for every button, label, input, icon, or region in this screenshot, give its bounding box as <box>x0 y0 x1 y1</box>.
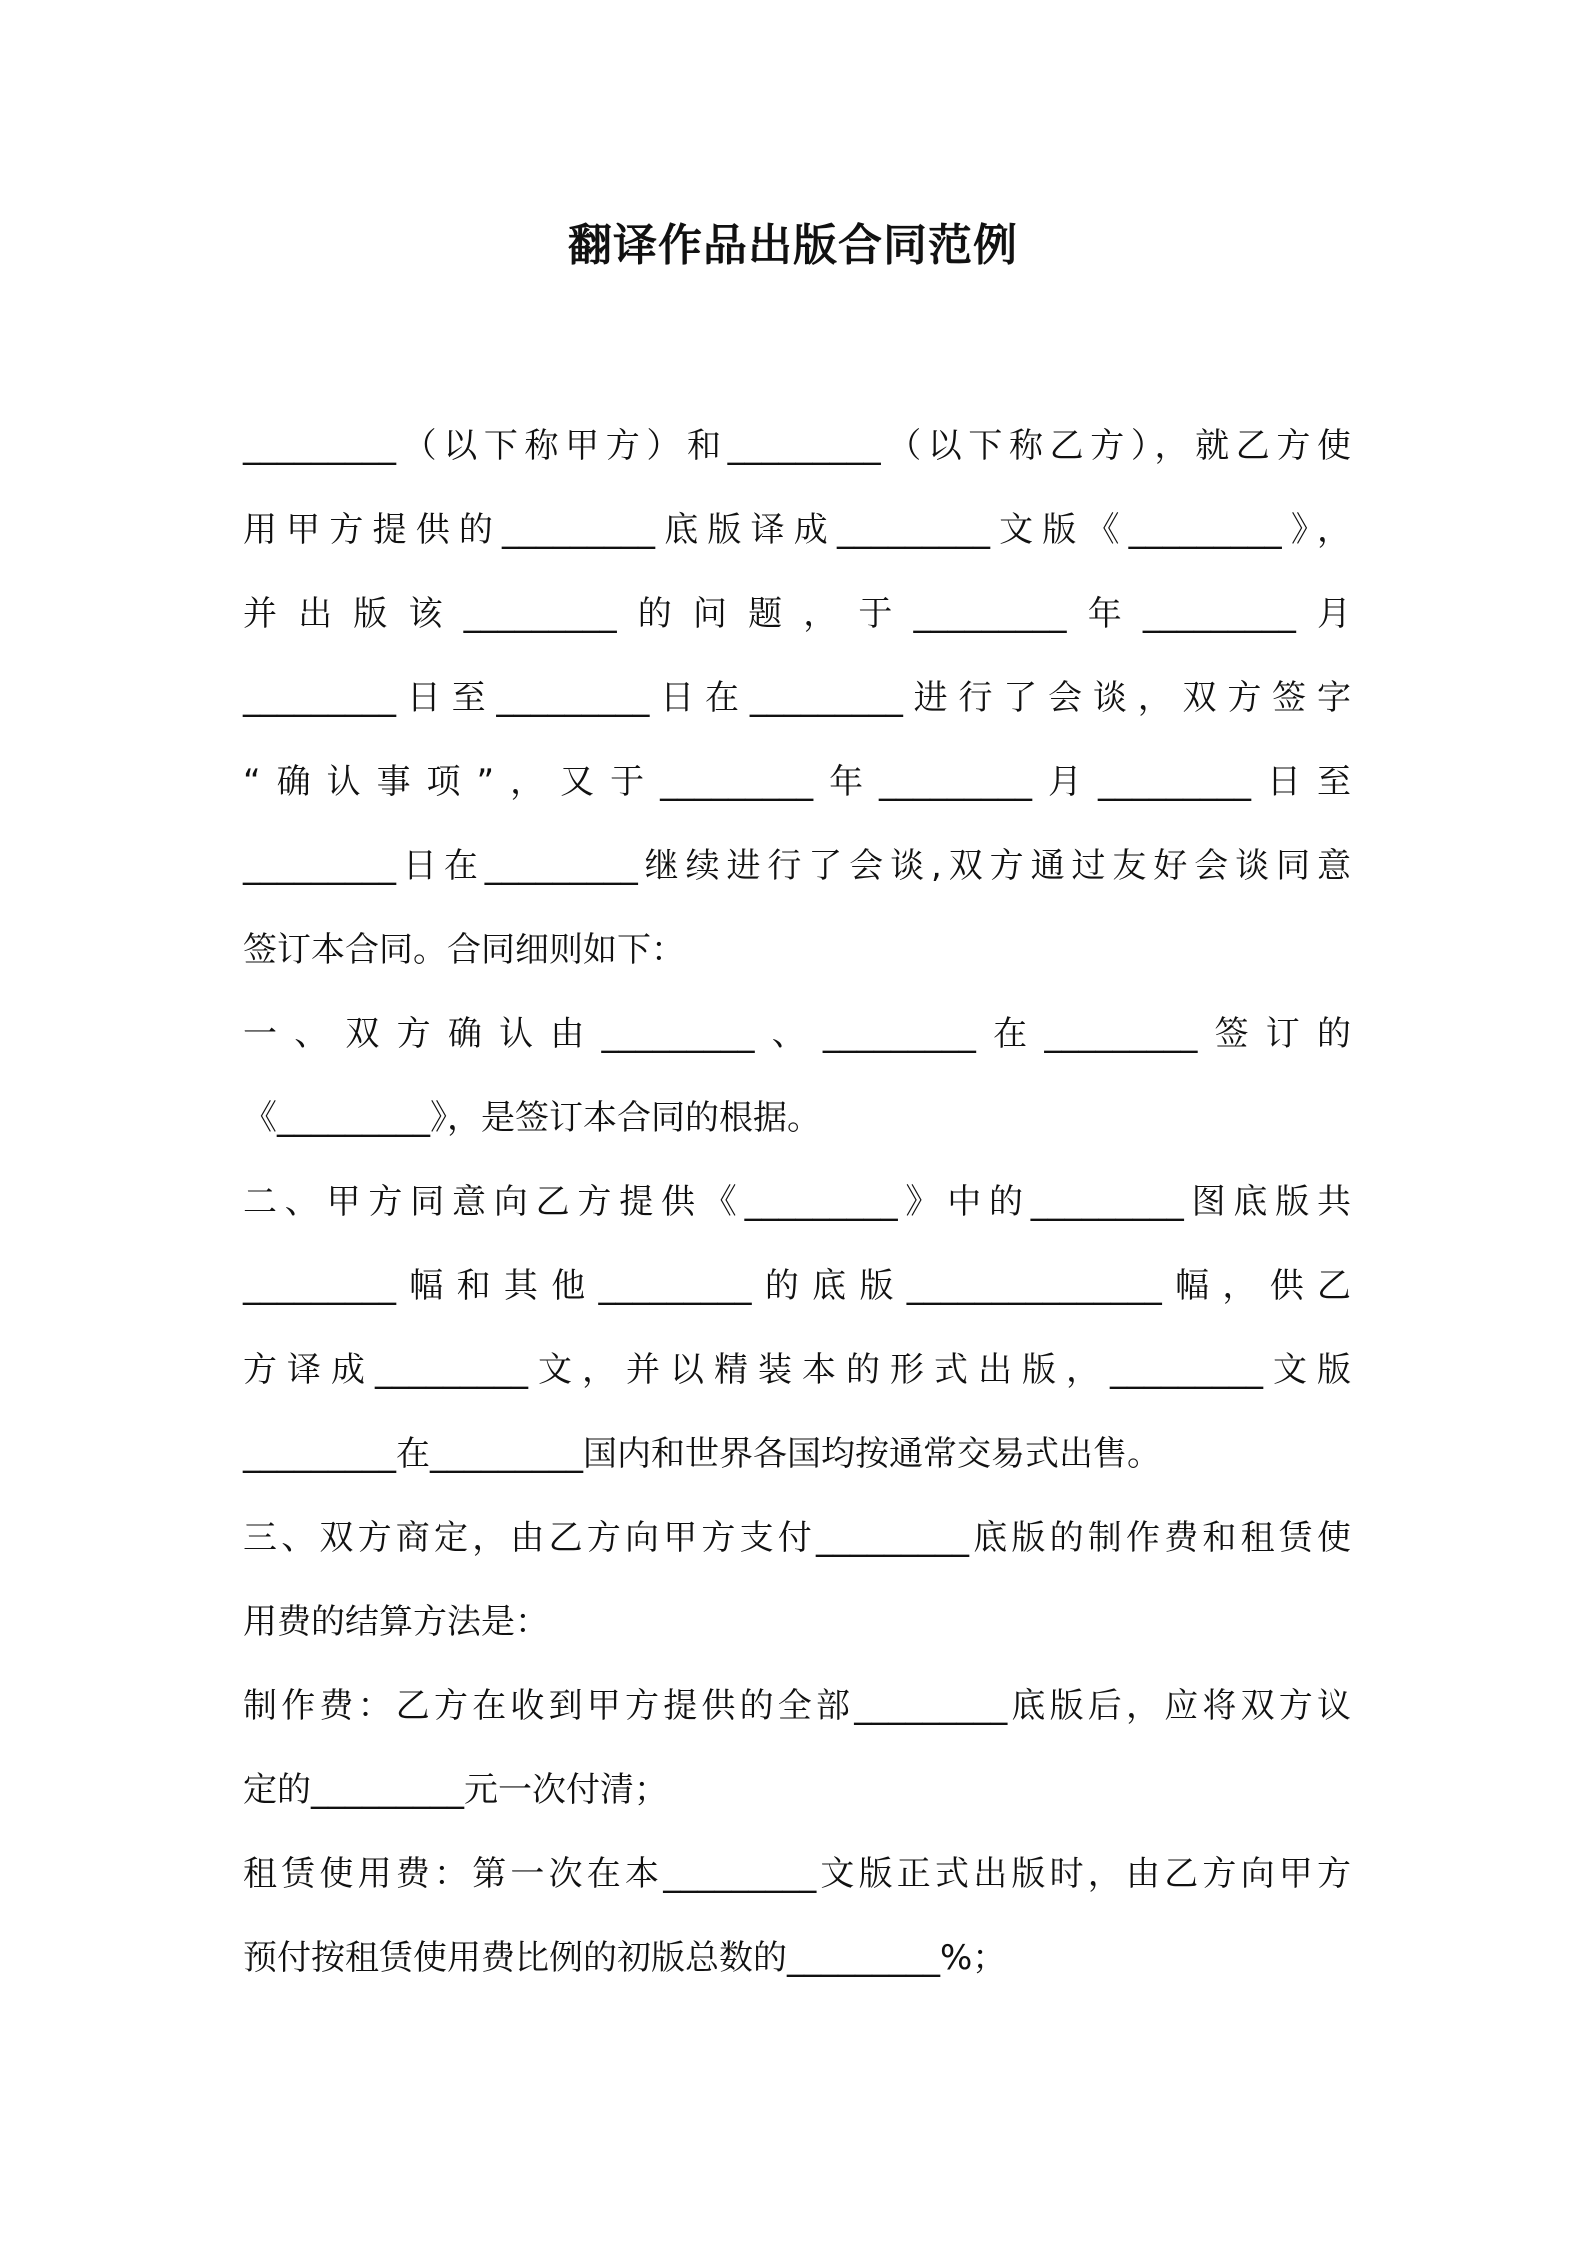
clause-1-line: 一、双方确认由_________、_________在_________签订的 <box>243 1014 1351 1054</box>
paragraph-line: _________日在_________继续进行了会谈,双方通过友好会谈同意 <box>243 846 1351 886</box>
rental-fee-line: 租赁使用费：第一次在本_________文版正式出版时，由乙方向甲方 <box>243 1854 1351 1894</box>
clause-2-line: 方译成_________文，并以精装本的形式出版，_________文版 <box>243 1350 1351 1390</box>
rental-fee-line: 预付按租赁使用费比例的初版总数的_________%； <box>243 1938 1007 1978</box>
paragraph-line: “确认事项”，又于_________年_________月_________日至 <box>243 762 1351 802</box>
clause-3-line: 三、双方商定，由乙方向甲方支付_________底版的制作费和租赁使 <box>243 1518 1351 1558</box>
paragraph-line: _________（以下称甲方）和_________（以下称乙方），就乙方使 <box>243 426 1351 466</box>
contract-body <box>243 404 1351 2000</box>
paragraph-line: 并出版该_________的问题，于_________年_________月 <box>243 594 1351 634</box>
clause-2-line: _________在_________国内和世界各国均按通常交易式出售。 <box>243 1434 1161 1474</box>
clause-3-line: 用费的结算方法是： <box>243 1602 549 1642</box>
production-fee-line: 制作费：乙方在收到甲方提供的全部_________底版后，应将双方议 <box>243 1686 1351 1726</box>
paragraph-line: 签订本合同。合同细则如下： <box>243 930 685 970</box>
clause-2-line: 二、甲方同意向乙方提供《_________》中的_________图底版共 <box>243 1182 1351 1222</box>
production-fee-line: 定的_________元一次付清； <box>243 1770 668 1810</box>
paragraph-line: 用甲方提供的_________底版译成_________文版《_________》， <box>243 510 1351 550</box>
paragraph-line: _________日至_________日在_________进行了会谈，双方签字 <box>243 678 1351 718</box>
clause-2-line: _________幅和其他_________的底版_______________幅，供乙 <box>243 1266 1351 1306</box>
clause-1-line: 《_________》，是签订本合同的根据。 <box>243 1098 821 1138</box>
document-title: 翻译作品出版合同范例 <box>568 220 1018 271</box>
